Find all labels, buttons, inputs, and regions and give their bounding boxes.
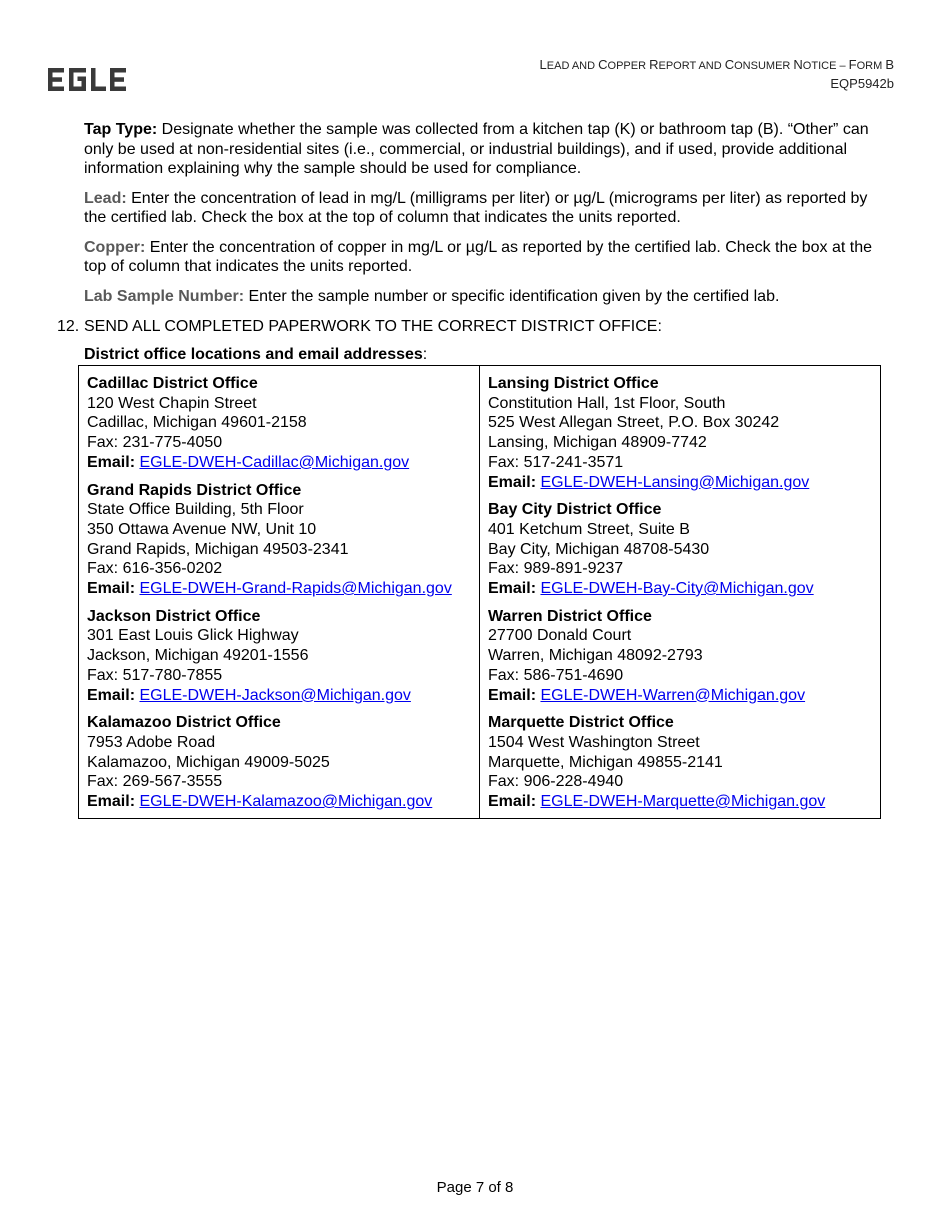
form-title-part: ORM <box>856 60 886 72</box>
form-title-cap: B <box>885 57 894 72</box>
office-address-line: 350 Ottawa Avenue NW, Unit 10 <box>87 520 317 538</box>
instruction-text: Enter the concentration of lead in mg/L (milligrams per liter) or µg/L (micrograms per liter) as reported by the certified lab. Check the box at the top of column that indicates the units reported. <box>84 189 868 226</box>
district-office <box>87 374 471 473</box>
form-title-part: OTICE – <box>802 60 849 72</box>
district-office <box>87 481 471 599</box>
office-email-row <box>87 792 471 812</box>
office-email-link[interactable]: EGLE-DWEH-Lansing@Michigan.gov <box>540 473 810 491</box>
office-address-line: 401 Ketchum Street, Suite B <box>488 520 690 538</box>
instruction-text: Enter the sample number or specific identification given by the certified lab. <box>244 287 780 305</box>
form-title-cap: L <box>539 57 547 72</box>
office-address-line: Kalamazoo, Michigan 49009-5025 <box>87 753 330 771</box>
form-title-cap: R <box>649 57 659 72</box>
district-office <box>488 713 872 812</box>
district-heading-text: District office locations and email addresses <box>84 346 423 363</box>
district-office <box>87 713 471 812</box>
office-name: Warren District Office <box>488 607 652 625</box>
office-address-line: Jackson, Michigan 49201-1556 <box>87 647 309 665</box>
instructions <box>84 120 894 316</box>
office-address-line: Fax: 906-228-4940 <box>488 773 624 791</box>
office-email-link[interactable]: EGLE-DWEH-Jackson@Michigan.gov <box>139 686 411 704</box>
office-address-line: Fax: 517-780-7855 <box>87 666 223 684</box>
form-title-part: EAD AND <box>546 60 599 72</box>
form-title-cap: C <box>724 57 735 72</box>
instruction-paragraph <box>84 120 894 179</box>
district-office <box>488 500 872 599</box>
office-name: Cadillac District Office <box>87 375 258 392</box>
instruction-label: Copper: <box>84 238 146 256</box>
office-name: Lansing District Office <box>488 375 659 392</box>
office-address-line: Fax: 231-775-4050 <box>87 434 223 452</box>
email-label: Email: <box>87 793 136 811</box>
office-email-link[interactable]: EGLE-DWEH-Cadillac@Michigan.gov <box>139 453 410 471</box>
district-offices-table <box>78 365 881 819</box>
office-name: Kalamazoo District Office <box>87 714 281 732</box>
office-address-line: Lansing, Michigan 48909-7742 <box>488 434 707 452</box>
office-address-line: Bay City, Michigan 48708-5430 <box>488 540 710 558</box>
form-title-cap: F <box>848 57 857 72</box>
office-email-link[interactable]: EGLE-DWEH-Marquette@Michigan.gov <box>540 793 826 811</box>
email-label: Email: <box>488 686 537 704</box>
office-address-line: 7953 Adobe Road <box>87 733 216 751</box>
email-label: Email: <box>488 580 537 598</box>
egle-logo <box>48 68 128 97</box>
email-label: Email: <box>488 793 537 811</box>
office-email-row <box>87 579 471 599</box>
email-label: Email: <box>488 473 537 491</box>
office-address-line: Warren, Michigan 48092-2793 <box>488 647 703 665</box>
instruction-text: Designate whether the sample was collected from a kitchen tap (K) or bathroom tap (B). “Other” can only be used at non-residential sites (i.e., commercial, or industrial buildings), and if used, provide additional information explaining why the sample should be used for compliance. <box>84 121 869 177</box>
office-address-line: 525 West Allegan Street, P.O. Box 30242 <box>488 414 780 432</box>
instruction-paragraph <box>84 238 894 277</box>
document-header <box>540 56 894 92</box>
office-address-line: Cadillac, Michigan 49601-2158 <box>87 414 307 432</box>
form-title-cap: C <box>598 57 608 72</box>
email-label: Email: <box>87 686 136 704</box>
office-name: Jackson District Office <box>87 607 261 625</box>
step-number: 12. <box>57 318 80 335</box>
office-address-line: 27700 Donald Court <box>488 627 632 645</box>
instruction-paragraph <box>84 189 894 228</box>
office-address-line: State Office Building, 5th Floor <box>87 501 304 519</box>
office-address-line: Fax: 616-356-0202 <box>87 560 223 578</box>
office-column-right <box>480 366 881 819</box>
instruction-label: Tap Type: <box>84 121 158 138</box>
office-email-link[interactable]: EGLE-DWEH-Warren@Michigan.gov <box>540 686 806 704</box>
office-name: Bay City District Office <box>488 501 662 519</box>
egle-logo-mark <box>48 68 128 92</box>
instruction-paragraph <box>84 287 894 307</box>
form-title-part: ONSUMER <box>734 60 794 72</box>
office-name: Grand Rapids District Office <box>87 481 302 499</box>
office-email-link[interactable]: EGLE-DWEH-Grand-Rapids@Michigan.gov <box>139 580 452 598</box>
district-office <box>488 607 872 706</box>
form-title <box>540 56 894 75</box>
district-heading <box>84 346 427 364</box>
office-address-line: 1504 West Washington Street <box>488 733 700 751</box>
form-title-part: OPPER <box>607 60 650 72</box>
office-address-line: Constitution Hall, 1st Floor, South <box>488 394 726 412</box>
office-column-left <box>79 366 480 819</box>
district-office <box>87 607 471 706</box>
office-address-line: Grand Rapids, Michigan 49503-2341 <box>87 540 349 558</box>
district-heading-colon: : <box>422 346 428 363</box>
office-email-link[interactable]: EGLE-DWEH-Kalamazoo@Michigan.gov <box>139 793 433 811</box>
office-email-row <box>87 686 471 706</box>
district-office <box>488 374 872 492</box>
office-email-row <box>488 686 872 706</box>
office-address-line: Fax: 517-241-3571 <box>488 453 624 471</box>
office-email-row <box>488 473 872 493</box>
form-title-part: EPORT AND <box>658 60 725 72</box>
email-label: Email: <box>87 580 136 598</box>
form-title-cap: N <box>793 57 803 72</box>
office-address-line: Fax: 269-567-3555 <box>87 773 223 791</box>
page-number: Page 7 of 8 <box>436 1179 514 1196</box>
office-email-link[interactable]: EGLE-DWEH-Bay-City@Michigan.gov <box>540 580 814 598</box>
office-name: Marquette District Office <box>488 714 674 732</box>
step-12 <box>57 317 897 337</box>
office-address-line: Fax: 586-751-4690 <box>488 666 624 684</box>
office-address-line: Fax: 989-891-9237 <box>488 560 624 578</box>
step-text: SEND ALL COMPLETED PAPERWORK TO THE CORRECT DISTRICT OFFICE: <box>84 318 662 335</box>
form-number: EQP5942b <box>830 76 894 91</box>
office-address-line: Marquette, Michigan 49855-2141 <box>488 753 723 771</box>
instruction-label: Lead: <box>84 189 127 207</box>
instruction-label: Lab Sample Number: <box>84 287 245 305</box>
office-address-line: 301 East Louis Glick Highway <box>87 627 299 645</box>
office-email-row <box>488 579 872 599</box>
office-address-line: 120 West Chapin Street <box>87 394 257 412</box>
office-email-row <box>87 453 471 473</box>
office-email-row <box>488 792 872 812</box>
email-label: Email: <box>87 453 136 471</box>
instruction-text: Enter the concentration of copper in mg/L or µg/L as reported by the certified lab. Check the box at the top of column that indicates the units reported. <box>84 238 872 275</box>
